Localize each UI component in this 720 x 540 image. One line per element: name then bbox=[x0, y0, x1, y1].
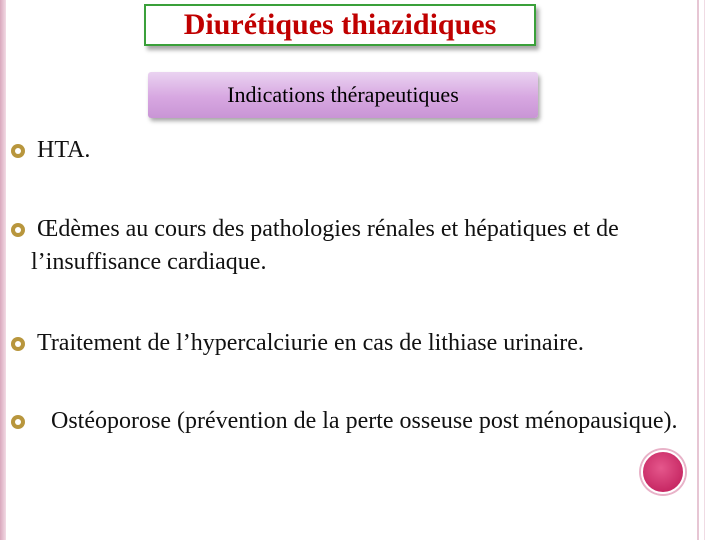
slide-subtitle-box bbox=[148, 72, 538, 118]
list-item: Traitement de l’hypercalciurie en cas de lithiase urinaire. bbox=[37, 330, 584, 356]
slide-subtitle: Indications thérapeutiques bbox=[227, 82, 459, 107]
list-item: Œdèmes au cours des pathologies rénales et hépatiques et de l’insuffisance cardiaque. bbox=[31, 216, 619, 275]
list-item: Ostéoporose (prévention de la perte osseuse post ménopausique). bbox=[51, 408, 678, 434]
list-item: HTA. bbox=[37, 137, 91, 163]
left-decorative-bar bbox=[0, 0, 6, 540]
ring-bullet-icon bbox=[11, 415, 25, 429]
right-decorative-line bbox=[697, 0, 699, 540]
ring-bullet-icon bbox=[11, 337, 25, 351]
right-decorative-line-thin bbox=[704, 0, 705, 540]
ring-bullet-icon bbox=[11, 144, 25, 158]
slide-title: Diurétiques thiazidiques bbox=[183, 8, 497, 41]
slide-title-box bbox=[144, 4, 536, 46]
ring-bullet-icon bbox=[11, 223, 25, 237]
pink-circle-icon bbox=[641, 450, 685, 494]
